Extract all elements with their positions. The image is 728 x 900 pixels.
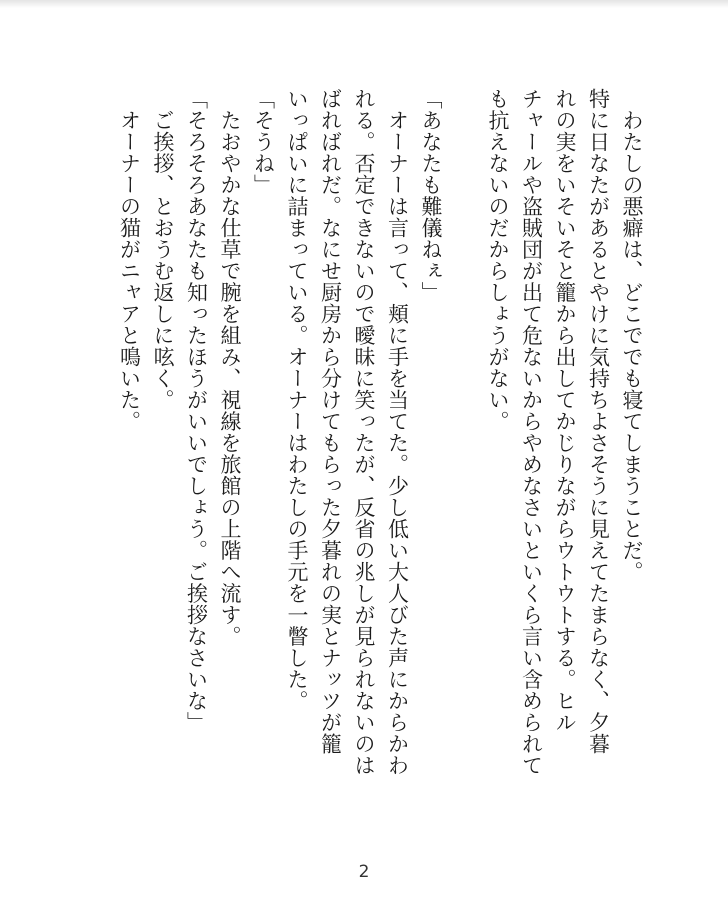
text-line-15: ご挨拶、とおうむ返しに呟く。 xyxy=(151,88,175,411)
text-line-10: ばればれだ。なにせ厨房から分けてもらった夕暮れの実とナッツが籠 xyxy=(318,88,343,755)
text-line-9: れる。否定できないので曖昧に笑ったが、反省の兆しが見られないのは xyxy=(352,88,376,776)
text-line-16: オーナーの猫がニャアと鳴いた。 xyxy=(117,88,142,432)
blank-line xyxy=(447,88,481,788)
text-line-1: わたしの悪癖は、どこででも寝てしまうことだ。 xyxy=(620,88,644,583)
page-number: 2 xyxy=(358,862,370,882)
text-line-4: チャールや盗賊団が出て危ないからやめなさいといくら言い含められて xyxy=(519,88,544,776)
text-line-5: も抗えないのだからしょうがない。 xyxy=(486,88,510,432)
text-line-14: 「そろそろあなたも知ったほうがいいでしょう。ご挨拶なさいな」 xyxy=(184,88,209,733)
text-line-3: れの実をいそいそと籠から出してかじりながらウトウトする。ヒル xyxy=(553,88,577,733)
text-line-8: オーナーは言って、頬に手を当てた。少し低い大人びた声にからかわ xyxy=(385,88,410,776)
text-line-7: 「あなたも難儀ねぇ」 xyxy=(419,88,443,303)
text-line-11: いっぱいに詰まっている。オーナーはわたしの手元を一瞥した。 xyxy=(285,88,309,712)
text-line-12: 「そうね」 xyxy=(251,88,276,196)
text-line-13: たおやかな仕草で腕を組み、視線を旅館の上階へ流す。 xyxy=(218,88,242,647)
vertical-text-body xyxy=(112,88,648,788)
text-line-2: 特に日なたがあるとやけに気持ちよさそうに見えてたまらなく、夕暮 xyxy=(586,88,611,755)
